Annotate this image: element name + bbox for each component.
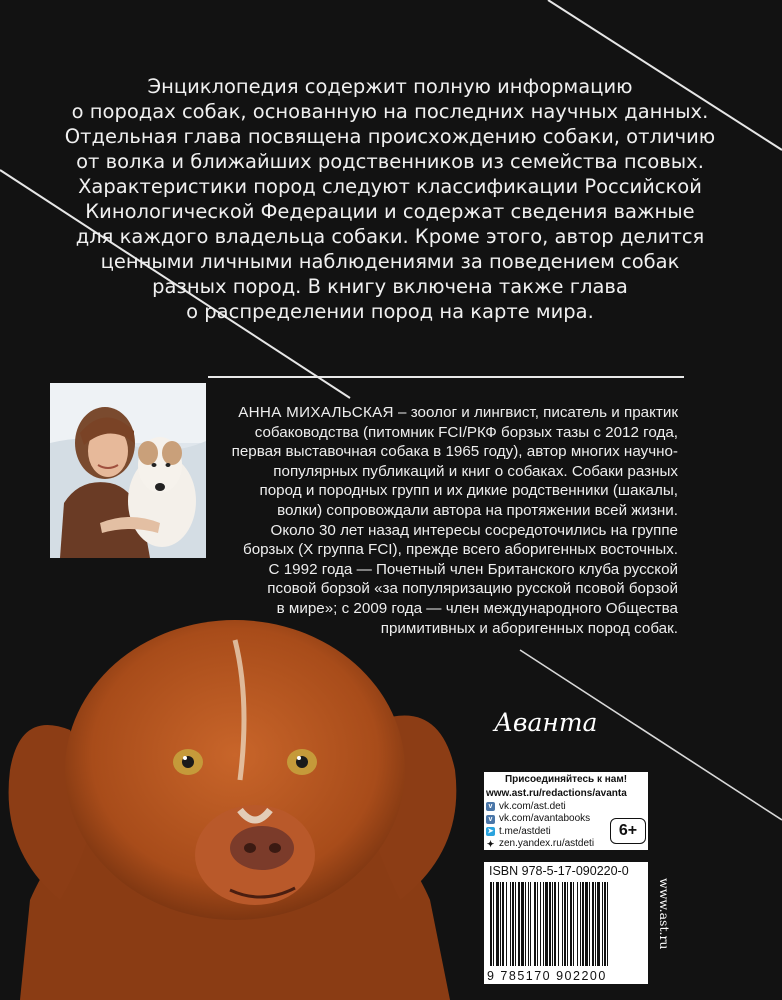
annotation-text bbox=[40, 74, 740, 324]
vk-icon: v bbox=[486, 815, 495, 824]
link-row[interactable] bbox=[486, 788, 627, 801]
annotation-line: от волка и ближайших родственников из семейства псовых. bbox=[76, 150, 704, 173]
barcode-bar bbox=[570, 882, 572, 966]
publisher-logo: Аванта bbox=[494, 708, 598, 737]
barcode-bar bbox=[549, 882, 551, 966]
bio-line: Около 30 лет назад интересы сосредоточились на группе bbox=[270, 521, 678, 539]
bio-line: борзых (X группа FCI), прежде всего аборигенных восточных. bbox=[243, 541, 678, 559]
link-text[interactable]: vk.com/avantabooks bbox=[499, 813, 591, 824]
barcode-bar bbox=[510, 882, 511, 966]
barcode-bar bbox=[512, 882, 514, 966]
barcode-bar bbox=[607, 882, 608, 966]
barcode-bar bbox=[577, 882, 578, 966]
link-row[interactable] bbox=[486, 801, 627, 814]
website-vertical: www.ast.ru bbox=[657, 878, 672, 950]
annotation-line: о породах собак, основанную на последних научных данных. bbox=[71, 100, 709, 123]
barcode-bar bbox=[580, 882, 581, 966]
bio-line: пород и породных групп и их дикие родственники (шакалы, bbox=[259, 482, 678, 500]
annotation-line: для каждого владельца собаки. Кроме этого, автор делится bbox=[75, 225, 705, 248]
barcode-bar bbox=[521, 882, 524, 966]
vk-icon: v bbox=[486, 802, 495, 811]
zen-icon: ✦ bbox=[486, 838, 495, 849]
barcode-bar bbox=[554, 882, 556, 966]
bio-line: собаководства (питомник FCI/РКФ борзых тазы с 2012 года, bbox=[254, 423, 678, 441]
telegram-icon: ➤ bbox=[487, 828, 494, 836]
bio-line: С 1992 года — Почетный член Британского клуба русской bbox=[268, 560, 678, 578]
barcode-bar bbox=[506, 882, 507, 966]
dog-photo bbox=[0, 600, 470, 1000]
annotation-line: ценными личными наблюдениями за поведением собак bbox=[100, 250, 680, 273]
author-name: АННА МИХАЛЬСКАЯ bbox=[238, 404, 394, 421]
barcode-bar bbox=[597, 882, 600, 966]
bio-line: популярных публикаций и книг о собаках. Собаки разных bbox=[273, 462, 678, 480]
barcode-bar bbox=[543, 882, 544, 966]
link-row[interactable] bbox=[486, 813, 627, 826]
link-text[interactable]: vk.com/ast.deti bbox=[499, 800, 566, 812]
author-photo bbox=[50, 383, 206, 558]
barcode bbox=[490, 882, 640, 968]
link-text[interactable]: zen.yandex.ru/astdeti bbox=[499, 838, 595, 849]
link-row[interactable] bbox=[486, 826, 627, 839]
annotation-line: Отдельная глава посвящена происхождению собаки, отличию bbox=[64, 125, 716, 148]
link-row[interactable] bbox=[486, 838, 627, 851]
barcode-bar bbox=[500, 882, 501, 966]
barcode-bar bbox=[552, 882, 553, 966]
social-links bbox=[486, 788, 627, 851]
barcode-bar bbox=[562, 882, 563, 966]
annotation-line: Кинологической Федерации и содержат сведения важные bbox=[85, 200, 695, 223]
bio-line: псовой борзой «за популяризацию русской псовой борзой bbox=[267, 580, 678, 598]
barcode-bar bbox=[540, 882, 541, 966]
barcode-bar bbox=[530, 882, 531, 966]
barcode-bar bbox=[537, 882, 538, 966]
barcode-bar bbox=[493, 882, 494, 966]
barcode-bar bbox=[604, 882, 606, 966]
barcode-bar bbox=[518, 882, 520, 966]
barcode-bar bbox=[515, 882, 516, 966]
barcode-bar bbox=[490, 882, 492, 966]
bio-line: первая выставочная собака в 1965 году), автор многих научно- bbox=[231, 443, 678, 461]
barcode-bar bbox=[582, 882, 584, 966]
join-us-label: Присоединяйтесь к нам! bbox=[484, 772, 648, 787]
barcode-bar bbox=[525, 882, 526, 966]
barcode-digits: 9 785170 902200 bbox=[487, 969, 607, 983]
isbn-label: ISBN 978-5-17-090220-0 bbox=[489, 864, 629, 878]
barcode-bar bbox=[534, 882, 536, 966]
barcode-bar bbox=[585, 882, 588, 966]
barcode-bar bbox=[592, 882, 594, 966]
barcode-bar bbox=[545, 882, 548, 966]
barcode-bar bbox=[567, 882, 568, 966]
bio-line: примитивных и аборигенных пород собак. bbox=[380, 619, 678, 637]
annotation-line: Характеристики пород следуют классификации Российской bbox=[78, 175, 702, 198]
barcode-bar bbox=[564, 882, 566, 966]
barcode-bar bbox=[573, 882, 574, 966]
barcode-bar bbox=[496, 882, 499, 966]
annotation-line: о распределении пород на карте мира. bbox=[186, 300, 594, 323]
bio-line: волки) сопровождали автора на протяжении всей жизни. bbox=[277, 501, 678, 519]
annotation-line: разных пород. В книгу включена также глава bbox=[152, 275, 628, 298]
age-rating-badge: 6+ bbox=[610, 818, 646, 844]
barcode-bar bbox=[558, 882, 559, 966]
barcode-bar bbox=[528, 882, 529, 966]
bio-line bbox=[212, 403, 678, 423]
link-text[interactable]: t.me/astdeti bbox=[499, 825, 551, 837]
link-text[interactable]: www.ast.ru/redactions/avanta bbox=[486, 788, 627, 799]
barcode-bar bbox=[502, 882, 504, 966]
annotation-line: Энциклопедия содержит полную информацию bbox=[147, 75, 633, 98]
barcode-bar bbox=[595, 882, 596, 966]
bio-line: в мире»; с 2009 года — член международного Общества bbox=[276, 599, 678, 617]
barcode-bar bbox=[602, 882, 603, 966]
barcode-bar bbox=[589, 882, 590, 966]
separator-line bbox=[208, 376, 684, 378]
bio-first-line-rest: – зоолог и лингвист, писатель и практик bbox=[393, 404, 678, 421]
